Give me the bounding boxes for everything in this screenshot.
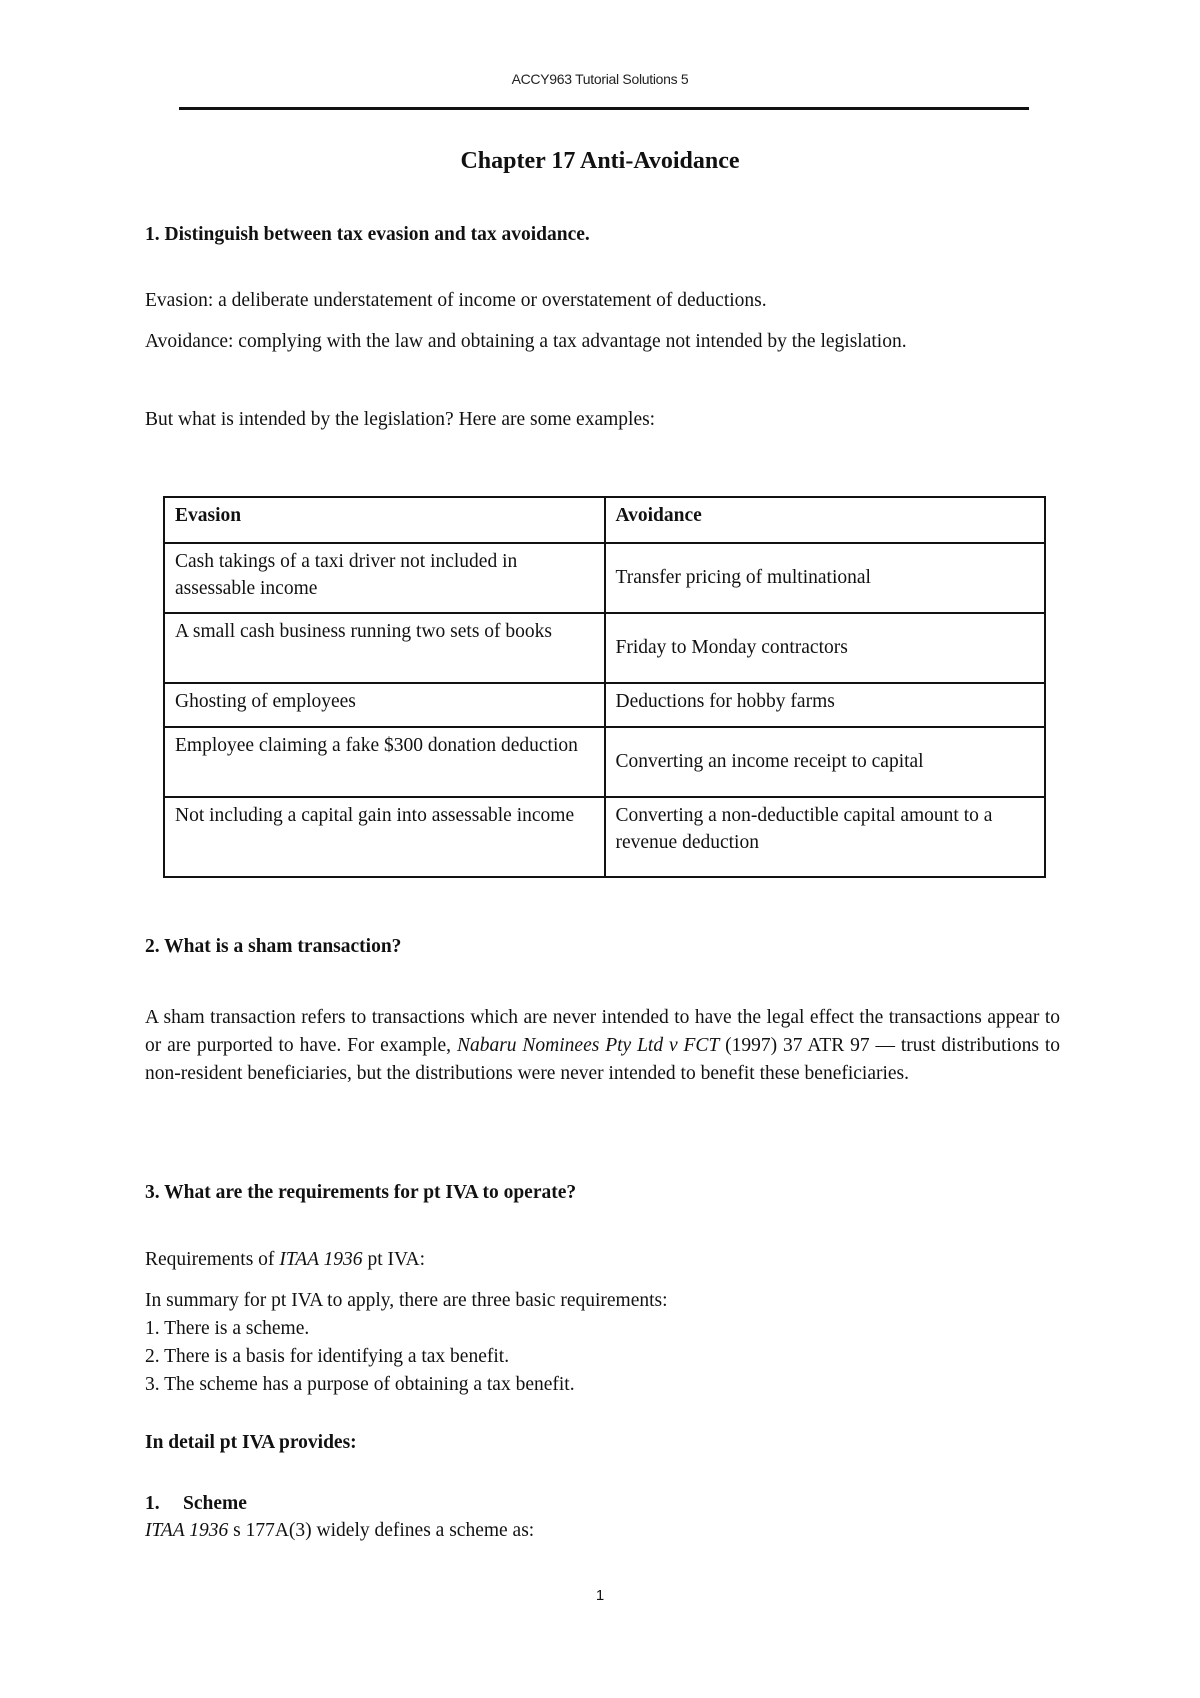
summary-intro: In summary for pt IVA to apply, there are three basic requirements: <box>145 1290 668 1311</box>
table-header-row <box>164 497 1045 543</box>
table-cell-evasion: Not including a capital gain into assessable income <box>164 797 605 877</box>
table-cell-evasion: Cash takings of a taxi driver not included in assessable income <box>164 543 605 613</box>
answer-text: (1997) 37 ATR 97 — trust distributions to non-resident beneficiaries, but the distributions were never intended to benefit these beneficiaries. <box>145 1035 1060 1084</box>
examples-intro: But what is intended by the legislation? Here are some examples: <box>145 409 656 430</box>
text: s 177A(3) widely defines a scheme as: <box>228 1520 535 1541</box>
question-3-heading: 3. What are the requirements for pt IVA to operate? <box>145 1182 577 1203</box>
scheme-title: Scheme <box>183 1493 247 1514</box>
act-reference: ITAA 1936 <box>279 1249 363 1270</box>
answer-text: A sham transaction refers to transactions which are never intended to have the legal effect the transactions appear to or are purported to have. For example, <box>145 1007 1060 1056</box>
table-cell-avoidance: Transfer pricing of multinational <box>605 543 1046 613</box>
table-row <box>164 727 1045 797</box>
table-header-evasion: Evasion <box>164 497 605 543</box>
header-divider <box>179 107 1029 110</box>
table-row <box>164 683 1045 727</box>
table-row <box>164 797 1045 877</box>
question-2-heading: 2. What is a sham transaction? <box>145 936 402 957</box>
scheme-definition <box>145 1517 1060 1545</box>
running-header: ACCY963 Tutorial Solutions 5 <box>511 71 689 87</box>
table-cell-avoidance: Deductions for hobby farms <box>605 683 1046 727</box>
requirement-item: 1. There is a scheme. <box>145 1318 310 1339</box>
requirements-summary <box>145 1287 1060 1399</box>
requirement-item: 2. There is a basis for identifying a tax benefit. <box>145 1346 510 1367</box>
text: pt IVA: <box>362 1249 426 1270</box>
table-cell-avoidance: Friday to Monday contractors <box>605 613 1046 683</box>
table-row <box>164 543 1045 613</box>
detail-heading: In detail pt IVA provides: <box>145 1432 357 1453</box>
evasion-definition: Evasion: a deliberate understatement of income or overstatement of deductions. <box>145 290 767 311</box>
chapter-title: Chapter 17 Anti-Avoidance <box>460 148 740 174</box>
table-row <box>164 613 1045 683</box>
scheme-number: 1. <box>145 1493 160 1514</box>
requirement-item: 3. The scheme has a purpose of obtaining a tax benefit. <box>145 1374 575 1395</box>
avoidance-definition: Avoidance: complying with the law and obtaining a tax advantage not intended by the legislation. <box>145 331 907 352</box>
act-reference: ITAA 1936 <box>145 1520 229 1541</box>
table-cell-evasion: Employee claiming a fake $300 donation deduction <box>164 727 605 797</box>
table-cell-evasion: Ghosting of employees <box>164 683 605 727</box>
table-cell-avoidance: Converting a non-deductible capital amount to a revenue deduction <box>605 797 1046 877</box>
scheme-heading <box>145 1490 1060 1518</box>
page-number: 1 <box>595 1587 605 1604</box>
question-1-heading: 1. Distinguish between tax evasion and tax avoidance. <box>145 224 590 245</box>
case-citation: Nabaru Nominees Pty Ltd v FCT <box>456 1035 720 1056</box>
evasion-avoidance-table <box>163 496 1046 878</box>
table-header-avoidance: Avoidance <box>605 497 1046 543</box>
requirements-intro <box>145 1246 1060 1274</box>
table-cell-avoidance: Converting an income receipt to capital <box>605 727 1046 797</box>
table-cell-evasion: A small cash business running two sets of books <box>164 613 605 683</box>
text: Requirements of <box>145 1249 280 1270</box>
sham-transaction-answer <box>145 1004 1060 1088</box>
